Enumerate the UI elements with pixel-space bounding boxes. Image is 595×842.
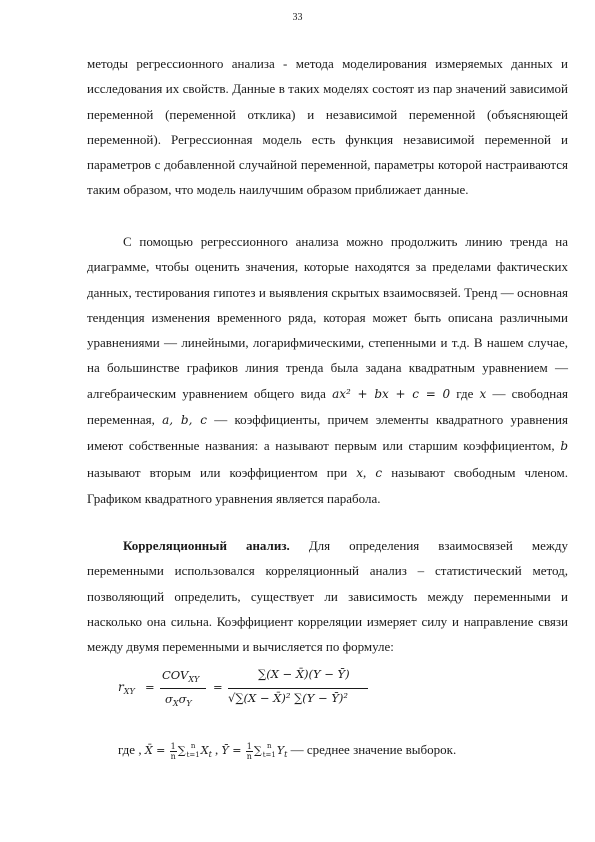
- page-number: 33: [292, 12, 303, 23]
- formula-sigma-y-sub: Y: [186, 699, 192, 708]
- xt-symbol: X: [200, 744, 209, 757]
- mean-suffix: — среднее значение выборок.: [287, 742, 457, 757]
- paragraph-trend-text-6: ,: [363, 464, 376, 480]
- paragraph-trend: [87, 229, 568, 511]
- formula-cov-text: COV: [162, 668, 189, 682]
- sum-lower-limit-2: t=1: [262, 751, 276, 760]
- fraction-1-over-n-2: [246, 742, 253, 761]
- variable-x: x: [479, 386, 487, 401]
- paragraph-trend-text-4: — коэффициенты, причем элементы квадратного уравнения имеют собственные названия: а называют первым или старшим коэффициентом,: [87, 412, 568, 454]
- formula-lhs: [118, 680, 135, 696]
- paragraph-correlation-text: Для определения взаимосвязей между переменными использовался корреляционный анализ – статистический метод, позволяющий определить, существует ли зависимость между переменными и насколько она сильна. Коэффициент корреляции измеряет силу и направление связи между двумя переменными и вычисляется по формуле:: [87, 538, 568, 655]
- xt-sub: t: [208, 750, 212, 759]
- formula-eq1: =: [145, 680, 155, 694]
- formula-cov-sub: XY: [188, 675, 200, 684]
- mean-prefix: где ,: [118, 742, 145, 757]
- paragraph-trend-text-7: называют свободным членом. Графиком квадратного уравнения является парабола.: [87, 464, 568, 506]
- formula-denominator: √∑(X − X̄)² ∑(Y − Ȳ)²: [228, 691, 349, 705]
- sum-symbol-2: ∑: [253, 744, 262, 757]
- formula-sigma-x: σ: [165, 692, 173, 706]
- yt-symbol: Y: [276, 744, 285, 757]
- paragraph-trend-text-1: С помощью регрессионного анализа можно продолжить линию тренда на диаграмме, чтобы оценить значения, которые находятся за пределами фактических данных, тестирования гипотез и выявления скрытых взаимосвязей. Тренд — основная тенденция изменения временного ряда, которая может быть описана различными уравнениями — линейными, логарифмическими, степенными и т.д. В нашем случае, на большинстве графиков линия тренда была задана квадратным уравнением — алгебраическим уравнением общего вида: [87, 234, 568, 401]
- paragraph-trend-text-2: где: [450, 385, 480, 401]
- paragraph-correlation: [87, 533, 568, 659]
- formula-cov: [162, 668, 199, 684]
- correlation-heading: Корреляционный анализ.: [123, 538, 290, 553]
- mean-definition-line: [118, 740, 568, 765]
- sum-limits-1: [187, 742, 200, 760]
- mean-separator: ,: [211, 742, 222, 757]
- formula-frac1-line: [160, 688, 206, 689]
- formula-frac2-line: [228, 688, 368, 689]
- coefficients-abc: a, b, c: [162, 413, 207, 428]
- fraction-1-over-n: [170, 742, 177, 761]
- fraction-num-2: 1: [246, 741, 252, 751]
- xbar-symbol: X̄ =: [144, 744, 166, 757]
- coefficient-c: c: [375, 465, 383, 480]
- fraction-den-2: n: [246, 751, 252, 761]
- correlation-formula: [118, 664, 418, 724]
- paragraph-regression-methods: методы регрессионного анализа - метода моделирования измеряемых данных и исследования их свойств. Данные в таких моделях состоят из пар значений зависимой переменной (переменной отклика) и независимой переменной (объясняющей переменной). Регрессионная модель есть функция независимой переменной и параметров с добавленной случайной переменной, параметры которой настраиваются таким образом, что модель наилучшим образом приближает данные.: [87, 56, 568, 198]
- paragraph-trend-text-3: — свободная переменная,: [87, 385, 569, 428]
- sum-symbol-1: ∑: [177, 744, 186, 757]
- formula-eq2: =: [213, 680, 223, 694]
- sum-lower-limit: t=1: [186, 751, 200, 760]
- fraction-den: n: [170, 751, 176, 761]
- formula-sigma: [165, 692, 192, 708]
- yt-sub: t: [284, 750, 288, 759]
- formula-sigma-x-sub: X: [172, 699, 179, 708]
- quadratic-equation: ax² + bx + c = 0: [332, 386, 451, 401]
- sum-upper-limit-2: n: [267, 742, 272, 751]
- fraction-num: 1: [170, 741, 176, 751]
- paragraph-trend-text-5: называют вторым или коэффициентом при: [87, 464, 357, 480]
- sum-upper-limit: n: [190, 742, 196, 751]
- ybar-symbol: Ȳ =: [221, 744, 242, 757]
- formula-r-sub: XY: [123, 687, 135, 696]
- variable-x-2: x: [356, 465, 364, 480]
- formula-r: r: [118, 680, 124, 694]
- formula-numerator: ∑(X − X̄)(Y − Ȳ): [258, 667, 350, 681]
- formula-sigma-y: σ: [178, 692, 187, 706]
- coefficient-b: b: [560, 439, 568, 454]
- sum-limits-2: [263, 742, 276, 760]
